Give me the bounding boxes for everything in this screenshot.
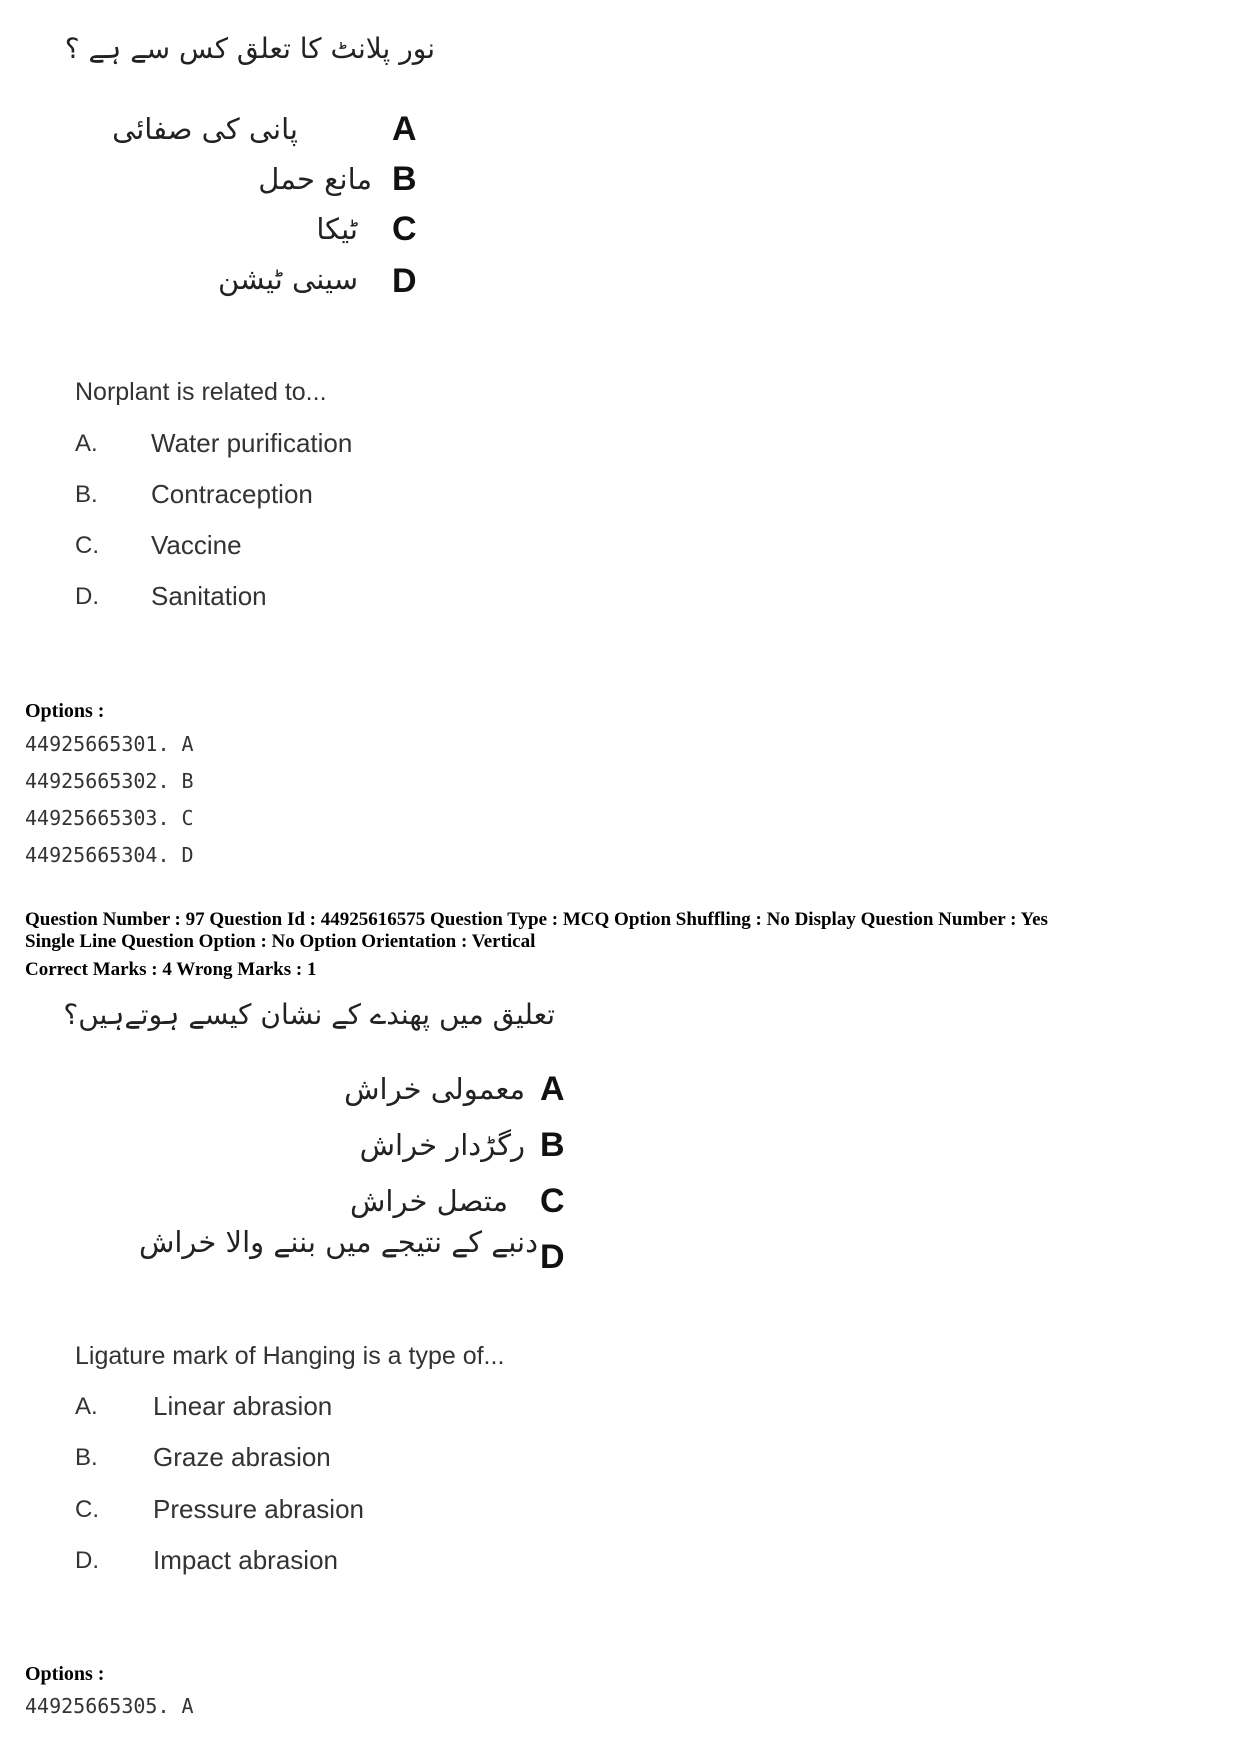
- urdu-option-text: متصل خراش: [350, 1184, 508, 1218]
- question-meta-line-2: Single Line Question Option : No Option Orientation : Vertical: [25, 931, 536, 952]
- english-option-letter: A.: [75, 1393, 98, 1420]
- urdu-question-96: نور پلانٹ کا تعلق کس سے ہے ؟: [64, 32, 435, 65]
- urdu-option-text: مانع حمل: [258, 162, 372, 196]
- option-id: 44925665301. A: [25, 732, 194, 756]
- question-meta-line-1: Question Number : 97 Question Id : 44925616575 Question Type : MCQ Option Shuffling : No Display Question Number : Yes: [25, 909, 1048, 930]
- urdu-option-letter: B: [392, 160, 417, 198]
- urdu-question-97: تعلیق میں پھندے کے نشان کیسے ہوتےہیں؟: [63, 998, 555, 1031]
- urdu-option-letter: A: [540, 1070, 565, 1108]
- urdu-option-text: رگڑدار خراش: [359, 1128, 525, 1162]
- urdu-option-text: دنبے کے نتیجے میں بننے والا خراش: [138, 1225, 538, 1259]
- english-option-text: Contraception: [151, 479, 313, 509]
- question-meta-line-3: Correct Marks : 4 Wrong Marks : 1: [25, 959, 317, 980]
- urdu-option-letter: D: [540, 1238, 565, 1276]
- option-id: 44925665304. D: [25, 843, 194, 867]
- urdu-option-text: پانی کی صفائی: [112, 112, 298, 146]
- english-option-letter: A.: [75, 430, 98, 457]
- english-option-text: Water purification: [151, 428, 353, 458]
- english-question-96: Norplant is related to...: [75, 378, 327, 406]
- english-option-text: Sanitation: [151, 581, 267, 611]
- urdu-option-letter: C: [540, 1182, 565, 1220]
- english-question-97: Ligature mark of Hanging is a type of...: [75, 1342, 505, 1370]
- english-option-text: Graze abrasion: [153, 1442, 331, 1472]
- english-option-letter: C.: [75, 1496, 99, 1523]
- english-option-letter: D.: [75, 583, 99, 610]
- options-heading: Options :: [25, 1663, 105, 1685]
- option-id: 44925665303. C: [25, 806, 194, 830]
- urdu-option-letter: A: [392, 110, 417, 148]
- english-option-letter: C.: [75, 532, 99, 559]
- options-heading: Options :: [25, 700, 105, 722]
- english-option-letter: B.: [75, 1444, 98, 1471]
- english-option-letter: D.: [75, 1547, 99, 1574]
- urdu-option-letter: B: [540, 1126, 565, 1164]
- english-option-letter: B.: [75, 481, 98, 508]
- urdu-option-text: ٹیکا: [316, 212, 358, 246]
- urdu-option-text: سینی ٹیشن: [218, 262, 358, 296]
- english-option-text: Vaccine: [151, 530, 242, 560]
- urdu-option-letter: D: [392, 262, 417, 300]
- english-option-text: Pressure abrasion: [153, 1494, 364, 1524]
- urdu-option-letter: C: [392, 210, 417, 248]
- option-id: 44925665302. B: [25, 769, 194, 793]
- urdu-option-text: معمولی خراش: [344, 1072, 525, 1106]
- english-option-text: Impact abrasion: [153, 1545, 338, 1575]
- option-id: 44925665305. A: [25, 1694, 194, 1718]
- english-option-text: Linear abrasion: [153, 1391, 333, 1421]
